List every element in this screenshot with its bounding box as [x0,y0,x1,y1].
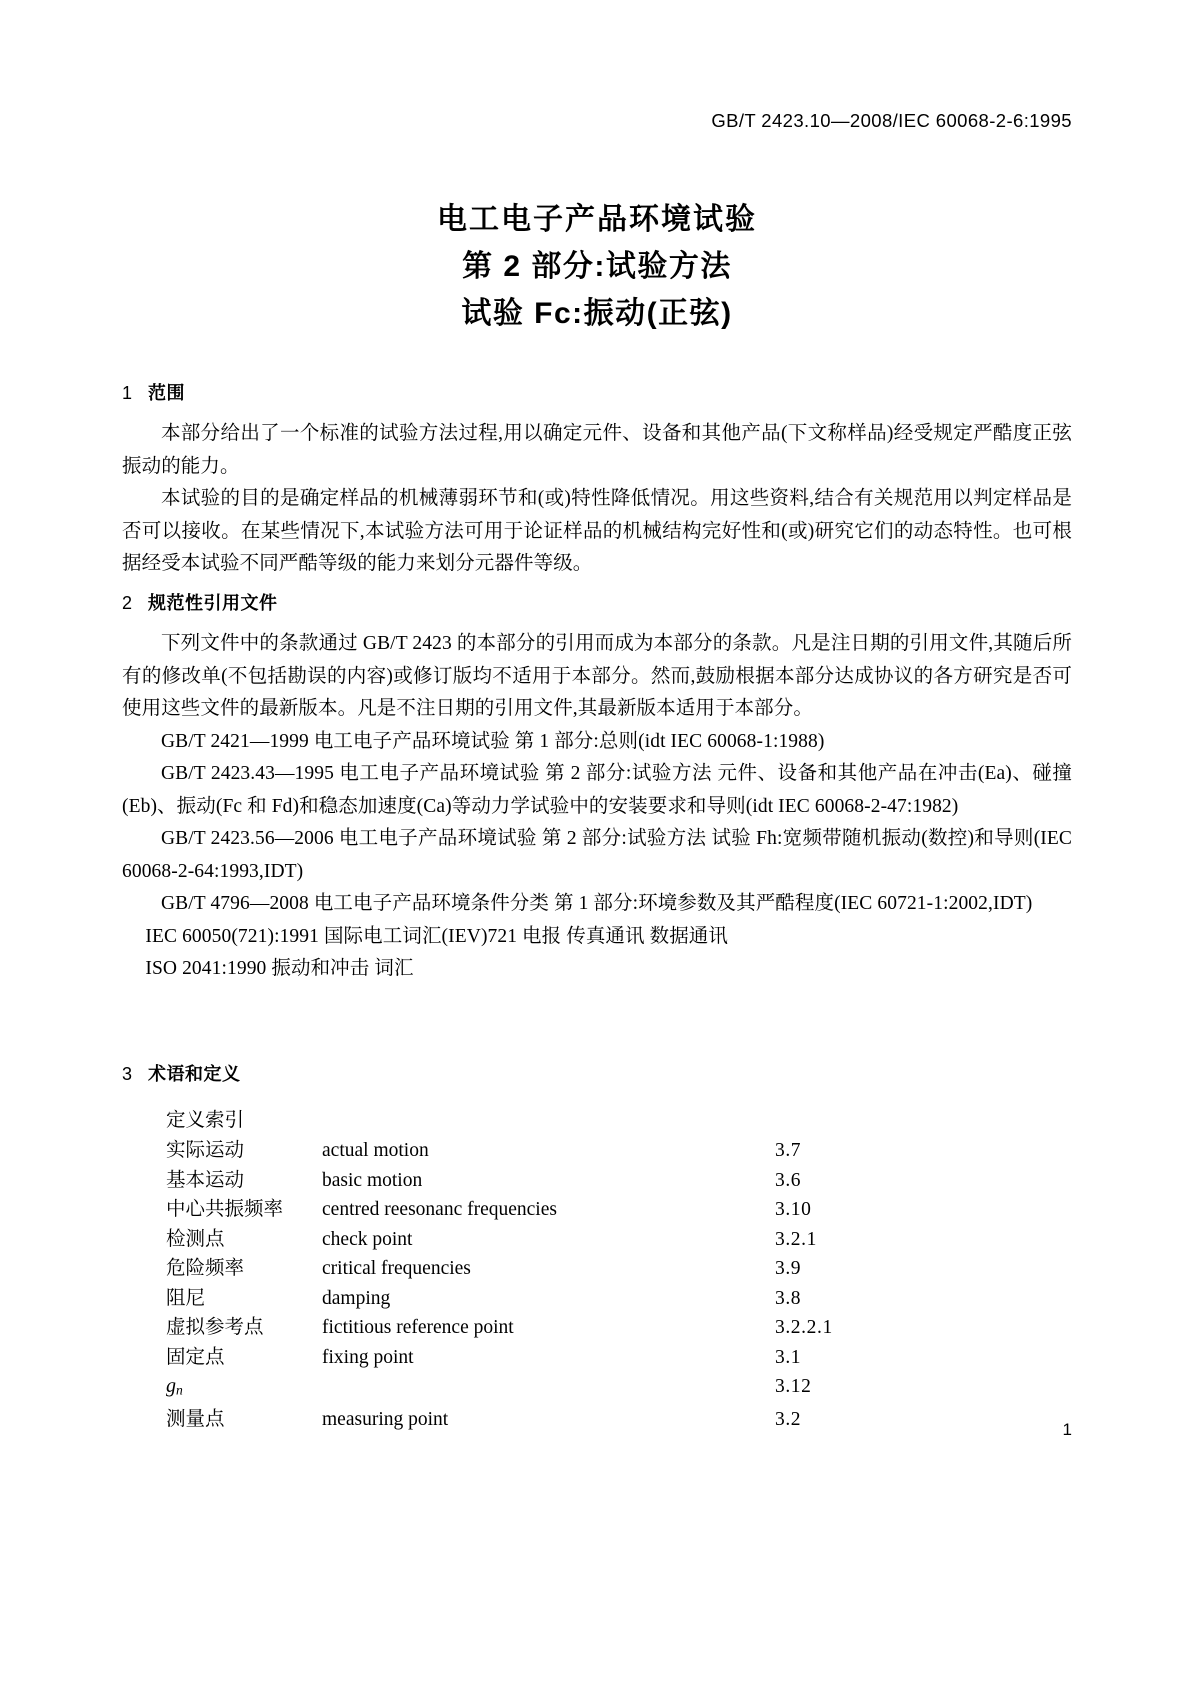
term-en: measuring point [322,1408,449,1430]
term-en: centred reesonanc frequencies [322,1199,557,1220]
term-clause: 3.2.1 [774,1228,817,1250]
term-en: damping [322,1287,391,1309]
term-cn: 检测点 [166,1228,225,1250]
term-en: critical frequencies [322,1258,471,1279]
term-clause: 3.9 [774,1258,802,1279]
section-3 [122,1060,1072,1434]
term-cn: 基本运动 [166,1169,245,1191]
term-cn: 阻尼 [166,1287,206,1309]
term-cn: 实际运动 [166,1140,245,1161]
section-2-heading [122,589,1072,615]
term-cn: 固定点 [166,1346,225,1368]
section-1 [122,379,1072,581]
term-en: check point [322,1228,413,1250]
title-line-3: 试验 Fc:振动(正弦) [461,297,733,330]
reference-item-5: IEC 60050(721):1991 国际电工词汇(IEV)721 电报 传真通讯 数据通讯 [145,925,729,947]
reference-item-4: GB/T 4796—2008 电工电子产品环境条件分类 第 1 部分:环境参数及其严酷程度(IEC 60721-1:2002,IDT) [161,893,1033,914]
section-3-number: 3 [122,1064,133,1084]
table-row [166,1284,926,1314]
term-cn: 危险频率 [166,1258,245,1279]
table-row [166,1343,926,1373]
section-2 [122,589,1072,986]
term-clause: 3.1 [774,1346,802,1368]
term-en [322,1372,775,1405]
definitions-caption: 定义索引 [166,1110,245,1131]
table-row [166,1225,926,1255]
term-cn: 虚拟参考点 [166,1317,264,1338]
term-en: basic motion [322,1169,423,1191]
reference-item-2: GB/T 2423.43—1995 电工电子产品环境试验 第 2 部分:试验方法 元件、设备和其他产品在冲击(Ea)、碰撞(Eb)、振动(Fc 和 Fd)和稳态加速度(Ca)等动力学试验中的安装要求和导则(idt IEC 60068-2-47:1982) [122,763,1072,817]
section-1-paragraph-1: 本部分给出了一个标准的试验方法过程,用以确定元件、设备和其他产品(下文称样品)经受规定严酷度正弦振动的能力。 [122,423,1072,477]
table-row [166,1166,926,1196]
term-en: fixing point [322,1346,414,1368]
section-1-number: 1 [122,383,133,403]
title-line-2: 第 2 部分:试验方法 [462,250,732,283]
term-en: fictitious reference point [322,1317,514,1338]
section-1-paragraph-2: 本试验的目的是确定样品的机械薄弱环节和(或)特性降低情况。用这些资料,结合有关规范用以判定样品是否可以接收。在某些情况下,本试验方法可用于论证样品的机械结构完好性和(或)研究它们的动态特性。也可根据经受本试验不同严酷等级的能力来划分元器件等级。 [122,488,1072,574]
reference-item-3: GB/T 2423.56—2006 电工电子产品环境试验 第 2 部分:试验方法 试验 Fh:宽频带随机振动(数控)和导则(IEC 60068-2-64:1993,IDT) [122,828,1072,882]
term-cn-subscript: n [176,1382,183,1398]
term-cn-base: g [166,1375,176,1397]
running-header [122,110,1072,132]
table-row [166,1372,926,1405]
definitions-index-table [166,1136,926,1434]
section-3-title: 术语和定义 [148,1064,241,1084]
section-2-paragraph-1: 下列文件中的条款通过 GB/T 2423 的本部分的引用而成为本部分的条款。凡是注日期的引用文件,其随后所有的修改单(不包括勘误的内容)或修订版均不适用于本部分。然而,鼓励根据本部分达成协议的各方研究是否可使用这些文件的最新版本。凡是不注日期的引用文件,其最新版本适用于本部分。 [122,633,1072,719]
section-3-heading [122,1060,1072,1086]
standard-number: GB/T 2423.10—2008/IEC 60068-2-6:1995 [711,110,1072,131]
table-row [166,1254,926,1284]
table-row [166,1136,926,1166]
term-clause: 3.2 [774,1408,802,1430]
section-2-title: 规范性引用文件 [148,593,278,613]
section-1-heading [122,379,1072,405]
reference-item-6: ISO 2041:1990 振动和冲击 词汇 [145,958,414,979]
page-content [122,0,1072,1684]
title-block [122,196,1072,337]
table-row [166,1313,926,1343]
term-cn [166,1372,322,1405]
term-en: actual motion [322,1140,429,1161]
term-cn: 测量点 [166,1408,225,1430]
page-number: 1 [1062,1420,1072,1439]
term-clause: 3.6 [774,1169,802,1191]
section-1-title: 范围 [148,383,185,403]
term-clause: 3.7 [774,1140,802,1161]
title-line-1: 电工电子产品环境试验 [437,203,757,236]
term-clause: 3.10 [774,1199,812,1220]
section-2-number: 2 [122,593,133,613]
reference-item-1: GB/T 2421—1999 电工电子产品环境试验 第 1 部分:总则(idt IEC 60068-1:1988) [161,730,825,752]
term-clause: 3.2.2.1 [774,1317,833,1338]
table-row [166,1405,926,1435]
table-row [166,1195,926,1225]
term-clause: 3.12 [774,1376,812,1397]
term-clause: 3.8 [774,1287,802,1309]
term-cn: 中心共振频率 [166,1199,284,1220]
